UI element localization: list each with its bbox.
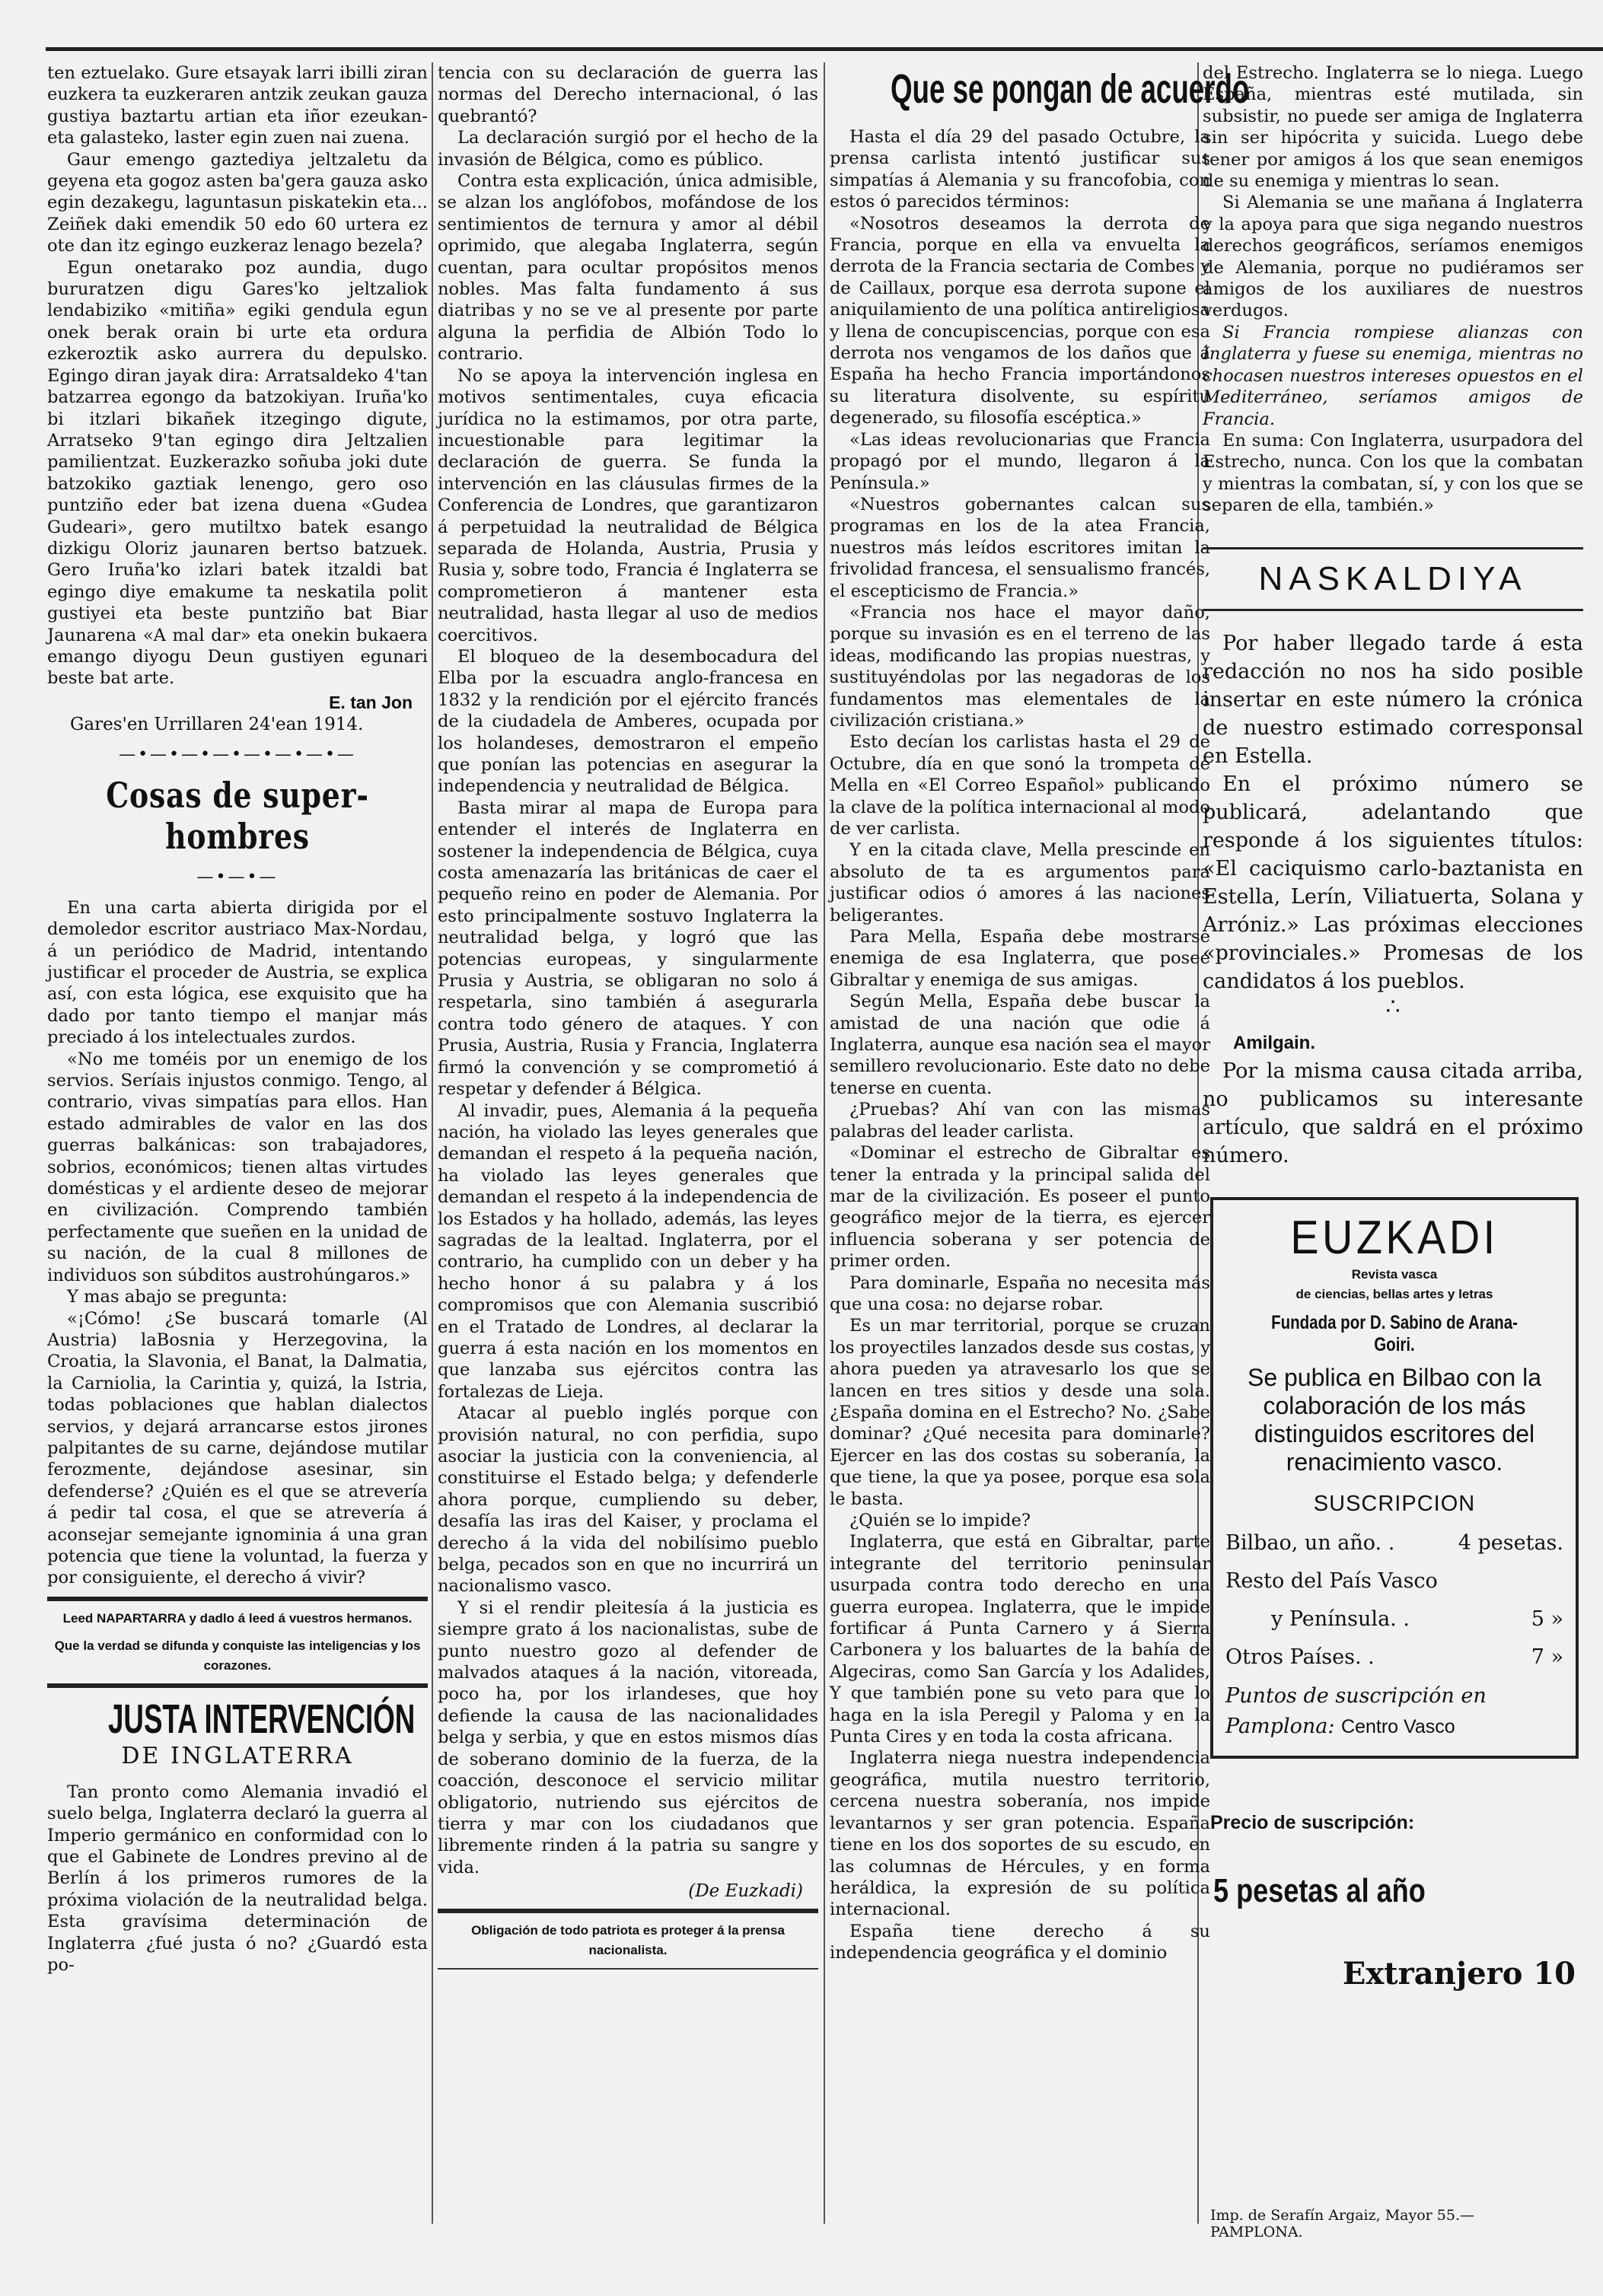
column-4 <box>1203 62 1583 1992</box>
price-label: y Península. . <box>1271 1607 1410 1631</box>
ad-title: EUZKADI <box>1290 1211 1499 1264</box>
article-paragraph: En una carta abierta dirigida por el demoledor escritor austriaco Max-Nordau, á un periódico de Madrid, intentando justificar el proceder de Austria, se explica así, con esta lógica, ese exquisito que ha dado por tanto tiempo el manjar más preciado á los intelectuales zurdos. <box>47 897 428 1048</box>
section-title: NASKALDIYA <box>1203 547 1583 611</box>
basque-paragraph: Gaur emengo gaztediya jeltzaletu da geyena eta gogoz asten ba'gera gauza asko egin dezakegu, laguntasun piskatekin eta... Zeiñek daki emendik 50 edo 60 urtera ez ote dan itz egingo euzkeraz lenago bezela? <box>47 149 428 256</box>
price-value: 4 pesetas. <box>1458 1530 1563 1555</box>
article-paragraph: Para dominarle, España no necesita más que una cosa: no dejarse robar. <box>830 1272 1210 1314</box>
article-paragraph: En suma: Con Inglaterra, usurpadora del Estrecho, nunca. Con los que la combatan y mientras la combatan, sí, y con los que se separen de ella, también.» <box>1203 430 1583 516</box>
column-divider <box>432 62 433 2224</box>
basque-paragraph: ten eztuelako. Gure etsayak larri ibilli ziran euzkera ta euzkeraren antzik zeukan gauza gustiya baztartu artian eta iñor ezeukan-eta galasteko, laster egin zuen nai zuena. <box>47 63 428 148</box>
place-date: Gares'en Urrillaren 24'ean 1914. <box>70 714 364 734</box>
article-paragraph: tencia con su declaración de guerra las normas del Derecho internacional, ó las quebrantó? <box>438 63 818 126</box>
article-paragraph: «No me toméis por un enemigo de los servios. Seríais injustos conmigo. Tengo, al contrario, vivas simpatías para ellos. Han estado admirables de valor en las dos guerras balkánicas: son trabajadores, sobrios, económicos; tienen altas virtudes domésticas y el ardiente deseo de mejorar en civilización. Comprendo también perfectamente que sueñen en la unidad de su nación, de la cual 8 millones de individuos son súbditos austrohúngaros.» <box>47 1049 428 1285</box>
banner-text: Obligación de todo patriota es proteger á la prensa nacionalista. <box>471 1923 785 1958</box>
basque-paragraph: Egun onetarako poz aundia, dugo bururatzen digu Gares'ko jeltzaliok lendabiziko «mitiña» egiki gendula egun onek berak orain bi urte eta ordura ezkeroztik asko aurrera du depulsko. Egingo diran jayak dira: Arratsaldeko 4'tan batzarrea egongo da batzokiyan. Iruña'ko bi itzlari bikañek itzegingo digute, Arratseko 9'tan egingo dira Jeltzalien pamilientzat. Euzkerazko soñuba joki dute batzokiko gaztiak lenengo, gero oso puntziño eder bat izena duena «Gudea Gudeari», gero mutiltxo batek esango dizkigu Oloriz jaunaren bertso batzuek. Gero Iruña'ko izlari batek itzaldi bat egingo diye emakume ta neskatila polit gustiyei eta beste puntziño bat Biar Jaunarena «A mal dar» eta onekin bukaera emango diyogu Deun gustiyen egunari beste bat arte. <box>47 257 428 689</box>
column-2 <box>438 62 818 1977</box>
article-paragraph: Y en la citada clave, Mella prescinde en absoluto de ta es argumentos para justificar odios ó amores á las naciones beligerantes. <box>830 840 1210 925</box>
article-paragraph: «¡Cómo! ¿Se buscará tomarle (Al Austria) laBosnia y Herzegovina, la Croatia, la Slavonia, el Banat, la Dalmatia, la Carniolia, la Carintia y, quizá, la Istria, todas poblaciones que hablan dialectos servios, y dejará arrancarse estos jirones palpitantes de su carne, dejándose mutilar ferozmente, dejándose asesinar, sin defenderse? ¿Quién es el que se atrevería á pedir tal cosa, el que se atrevería á aconsejar semejante ignominia á una gran potencia que tiene la voluntad, la fuerza y por consiguiente, el derecho á vivir? <box>47 1308 428 1588</box>
notice-paragraph: En el próximo número se publicará, adelantando que responde á los siguientes títulos: «El caciquismo carlo-baztanista en Estella, Lerín, Viliatuerta, Solana y Arróniz.» Las próximas elecciones «provinciales.» Promesas de los candidatos á los pueblos. <box>1203 772 1583 993</box>
notice-heading: Amilgain. <box>1233 1032 1316 1053</box>
article-paragraph: Hasta el día 29 del pasado Octubre, la prensa carlista intentó justificar sus simpatías á Alemania y su francofobia, con estos ó parecidos términos: <box>830 127 1210 212</box>
top-rule <box>46 47 1603 51</box>
ad-subscription-title: SUSCRIPCION <box>1313 1491 1476 1516</box>
article-title: JUSTA INTERVENCIÓN <box>108 1696 416 1742</box>
price-label: Otros Países. . <box>1225 1645 1375 1669</box>
ad-subtitle: de ciencias, bellas artes y letras <box>1295 1286 1493 1301</box>
article-paragraph: «Francia nos hace el mayor daño, porque su invasión es en el terreno de las ideas, modificando las propias nuestras, y sustituyéndolas por las negadoras de los fundamentos mas elementales de la civilización cristiana.» <box>830 602 1210 731</box>
ornament-divider: —•—•—•—•—•—•—•— <box>119 744 356 764</box>
points-label: Puntos de suscripción en Pamplona: <box>1225 1683 1487 1738</box>
price-value <box>1472 1562 1563 1600</box>
banner-rule <box>47 1683 428 1688</box>
foreign-price: Extranjero 10 <box>1342 1955 1576 1992</box>
column-1 <box>47 62 428 1976</box>
article-paragraph: El bloqueo de la desembocadura del Elba por la escuadra anglo-francesa en 1832 y la rendición por el ejército francés de la ciudadela de Amberes, ocupada por los holandeses, demostraron el empeño que ponían las potencias en asegurar la independencia y neutralidad de Bélgica. <box>438 646 818 797</box>
price-row <box>1225 1562 1563 1600</box>
points-value: Centro Vasco <box>1341 1715 1455 1737</box>
article-paragraph: «Nuestros gobernantes calcan sus programas en los de la atea Francia, nuestros más leídos escritores imitan la frivolidad francesa, el sensualismo francés, el escepticismo de Francia.» <box>830 494 1210 601</box>
article-paragraph: Y mas abajo se pregunta: <box>67 1287 288 1307</box>
column-3 <box>830 62 1250 1964</box>
banner-rule <box>438 1909 818 1913</box>
article-subtitle: DE INGLATERRA <box>121 1742 354 1769</box>
article-paragraph: Contra esta explicación, única admisible, se alzan los anglófobos, mofándose de los sentimientos de ternura y amor al débil oprimido, que alegaba Inglaterra, según cuentan, para ocultar propósitos menos nobles. Mas falta fundamento á sus diatribas y no se ve al presente por parte alguna la perfidia de Albión Todo lo contrario. <box>438 171 818 365</box>
article-paragraph: Inglaterra, que está en Gibraltar, parte integrante del territorio peninsular usurpada contra todo derecho en una guerra europea. Inglaterra, que le impide fortificar á Punta Carnero y á Sierra Carbonera y los baluartes de la bahía de Algeciras, como San García y los Adalides, Y que también pone su veto para que lo haga en la isla Peregil y Paloma y en la Punta Cires y en toda la costa africana. <box>830 1532 1210 1747</box>
euzkadi-advertisement <box>1210 1197 1579 1759</box>
article-paragraph: ¿Quién se lo impide? <box>849 1511 1031 1530</box>
article-paragraph: ¿Pruebas? Ahí van con las mismas palabras del leader carlista. <box>830 1100 1210 1142</box>
article-title: Cosas de super-hombres <box>106 774 369 857</box>
banner-rule <box>438 1968 818 1970</box>
article-paragraph: Según Mella, España debe buscar la amistad de una nación que odie á Inglaterra, aunque esa nación sea el mayor semillero revolucionario. Este dato no debe tenerse en cuenta. <box>830 992 1210 1098</box>
price-row <box>1225 1638 1563 1677</box>
ornament-divider: —•—•— <box>196 867 279 887</box>
price-value: 5 » <box>1531 1607 1563 1631</box>
article-paragraph: España tiene derecho á su independencia geográfica y el dominio <box>830 1921 1210 1963</box>
article-paragraph: «Las ideas revolucionarias que Francia propagó por el mundo, llegaron á la Península.» <box>830 429 1210 493</box>
ad-description: Se publica en Bilbao con la colaboración de los más distinguidos escritores del renacimiento vasco. <box>1247 1363 1542 1476</box>
article-paragraph: Basta mirar al mapa de Europa para entender el interés de Inglaterra en sostener la independencia de Bélgica, cuya costa amenazaría las británicas de caer el pequeño reino en poder de Alemania. Por esto principalmente sostuvo Inglaterra la neutralidad belga, y logró que las potencias europeas, y singularmente Prusia y Austria, se obligaran no solo á respetarla, sino también á asegurarla contra todo género de ataques. Y con Prusia, Austria, Rusia y Francia, Inglaterra firmó la convención y se comprometió á respetar y defender á Bélgica. <box>438 798 818 1100</box>
article-paragraph: La declaración surgió por el hecho de la invasión de Bélgica, como es público. <box>438 128 818 170</box>
article-paragraph: Para Mella, España debe mostrarse enemiga de esa Inglaterra, que posee Gibraltar y enemiga de sus amigas. <box>830 927 1210 990</box>
column-divider <box>824 62 825 2224</box>
ad-subtitle: Revista vasca <box>1351 1266 1438 1282</box>
article-paragraph: Si Francia rompiese alianzas con Inglaterra y fuese su enemiga, mientras no chocasen nuestros intereses opuestos en el Mediterráneo, seríamos amigos de Francia. <box>1203 322 1583 429</box>
article-paragraph: Al invadir, pues, Alemania á la pequeña nación, ha violado las leyes generales que demandan el respeto á la pequeña nación, ha violado las leyes generales que demandan el respeto á la independencia de los Estados y ha hollado, además, las leyes sagradas de la lealtad. Inglaterra, por el contrario, ha cumplido con un deber y ha hecho honor á su palabra y á los compromisos que con Alemania suscribió en el Tratado de Londres, al declarar la guerra á esta nación en los momentos en que lanzaba sus ejércitos contra las fortalezas de Lieja. <box>438 1100 818 1402</box>
article-paragraph: del Estrecho. Inglaterra se lo niega. Luego España, mientras esté mutilada, sin subsistir, no puede ser amiga de Inglaterra sin ser hipócrita y suicida. Luego debe tener por amigos á los que sean enemigos de su enemiga y mientras lo sean. <box>1203 63 1583 192</box>
price-row <box>1225 1524 1563 1562</box>
banner-text: Que la verdad se difunda y conquiste las inteligencias y los corazones. <box>54 1638 421 1673</box>
notice-paragraph: Por la misma causa citada arriba, no publicamos su interesante artículo, que saldrá en el próximo número. <box>1203 1059 1583 1167</box>
article-paragraph: «Dominar el estrecho de Gibraltar es tener la entrada y la principal salida del mar de la civilización. Es poseer el punto geográfico mejor de la tierra, es ejercer influencia soberana y ser potencia de primer orden. <box>830 1143 1210 1272</box>
article-paragraph: Tan pronto como Alemania invadió el suelo belga, Inglaterra declaró la guerra al Imperio germánico en conformidad con lo que el Gabinete de Londres previno al de Berlín á los primeros rumores de la próxima violación de la neutralidad belga. Esta gravísima determinación de Inglaterra ¿fué justa ó no? ¿Guardó esta po- <box>47 1782 428 1976</box>
ad-founder: Fundada por D. Sabino de Arana-Goiri. <box>1271 1311 1518 1355</box>
banner-rule <box>47 1597 428 1601</box>
article-paragraph: «Nosotros deseamos la derrota de Francia, porque en ella va envuelta la derrota de la Francia sectaria de Combes y de Caillaux, porque esa derrota supone el aniquilamiento de una política antireligiosa y llena de concupiscencias, porque con esa derrota nos vengamos de los daños que á España ha hecho Francia importándonos su literatura disolvente, su espíritu degenerado, su filosofía escéptica.» <box>830 213 1210 428</box>
dots-ornament: ∴ <box>1385 993 1401 1021</box>
subscription-price: 5 pesetas al año <box>1213 1871 1426 1909</box>
ad-points-of-subscription <box>1225 1681 1563 1742</box>
article-title: Que se pongan de acuerdo <box>891 66 1250 112</box>
imprint-line: Imp. de Serafín Argaiz, Mayor 55.— PAMPLONA. <box>1210 2207 1475 2240</box>
article-paragraph: Atacar al pueblo inglés porque con provisión natural, no con perfidia, supo asociar la justicia con la conveniencia, al constituirse el Estado belga; y defenderle ahora porque, cumpliendo su deber, desafía las iras del Kaiser, y proclama el derecho á la vida del nobilísimo pueblo belga, pecados son en que no incurrirá un nacionalismo vasco. <box>438 1403 818 1597</box>
subscription-label: Precio de suscripción: <box>1210 1811 1415 1833</box>
article-paragraph: No se apoya la intervención inglesa en motivos sentimentales, cuya eficacia jurídica no la estimamos, por otra parte, incuestionable para legitimar la declaración de guerra. Se funda la intervención en las cláusulas firmes de la Conferencia de Londres, que garantizaron á perpetuidad la neutralidad de Bélgica separada de Holanda, Austria, Prusia y Rusia y, sobre todo, Francia é Inglaterra se comprometieron á mantener esta neutralidad, hasta llegar al uso de medios coercitivos. <box>438 365 818 645</box>
price-label: Bilbao, un año. . <box>1225 1530 1395 1555</box>
signature: E. tan Jon <box>329 692 413 712</box>
notice-paragraph: Por haber llegado tarde á esta redacción no nos ha sido posible insertar en este número la crónica de nuestro estimado corresponsal en Estella. <box>1203 631 1583 768</box>
article-paragraph: Y si el rendir pleitesía á la justicia es siempre grato á los nacionalistas, sube de punto nuestro gozo al defender de malvados ataques á la nación, vitoreada, poco ha, por los irlandeses, que hoy defiende la causa de las nacionalidades belga y serbia, y que en estos mismos días de soberano dominio de la fuerza, de la coacción, desconoce el servicio militar obligatorio, nutriendo sus ejércitos de tierra y mar con los ciudadanos que libremente rinden á la patria su sangre y vida. <box>438 1597 818 1877</box>
price-row <box>1225 1600 1563 1638</box>
article-paragraph: Si Alemania se une mañana á Inglaterra y la apoya para que siga negando nuestros derechos geográficos, seríamos enemigos de Alemania, porque no pudiéramos ser amigos de los auxiliares de nuestros verdugos. <box>1203 193 1583 321</box>
article-paragraph: Es un mar territorial, porque se cruzan los proyectiles lanzados desde sus costas, y ahora pueden ya atravesarlo los que se lancen en tres sitios y desde una sola. ¿España domina en el Estrecho? No. ¿Sabe dominar? ¿Qué necesita para dominarle? Ejercer en las dos costas su soberanía, la que tiene, la que ya posee, porque esa sola le basta. <box>830 1316 1210 1509</box>
price-label: Resto del País Vasco <box>1225 1568 1438 1593</box>
article-paragraph: Esto decían los carlistas hasta el 29 de Octubre, día en que sonó la trompeta de Mella en «El Correo Español» publicando la clave de la política internacional al modo de ver carlista. <box>830 732 1210 839</box>
article-paragraph: Inglaterra niega nuestra independencia geográfica, mutila nuestro territorio, cercena nuestra soberanía, nos impide levantarnos y ser gran potencia. España tiene en los dos soportes de su escudo, en las columnas de Hércules, y en forma heráldica, la expresión de su política internacional. <box>830 1748 1210 1920</box>
source-credit: (De Euzkadi) <box>688 1881 803 1902</box>
price-value: 7 » <box>1531 1645 1563 1669</box>
banner-text: Leed NAPARTARRA y dadlo á leed á vuestros hermanos. <box>62 1610 413 1626</box>
